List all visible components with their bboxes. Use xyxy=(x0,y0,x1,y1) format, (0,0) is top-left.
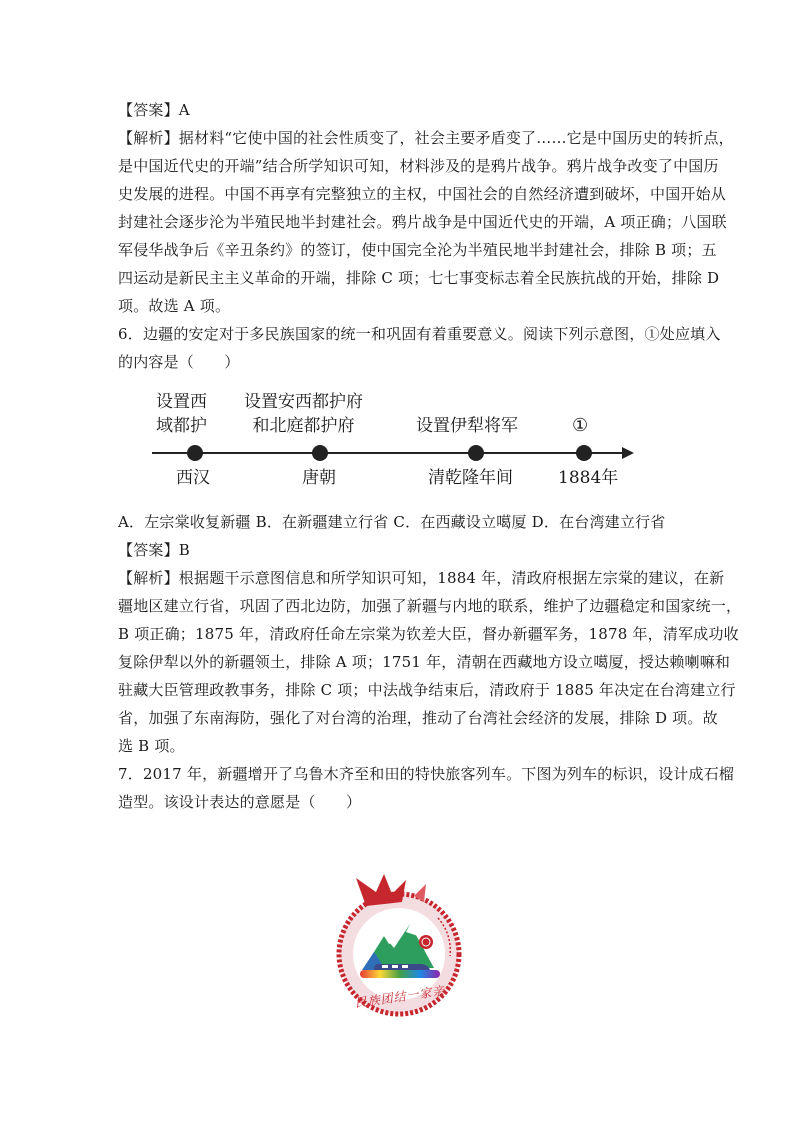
analysis-line: 驻藏大臣管理政教事务，排除 C 项；中法战争结束后，清政府于 1885 年决定在台湾建立行 xyxy=(118,681,736,699)
timeline-arrow-icon xyxy=(622,447,634,459)
analysis-line: 疆地区建立行省，巩固了西北边防，加强了新疆与内地的联系，维护了边疆稳定和国家统一， xyxy=(118,597,742,615)
analysis-line: B 项正确；1875 年，清政府任命左宗棠为钦差大臣，督办新疆军务，1878 年，清军成功收 xyxy=(118,625,739,643)
timeline-point xyxy=(312,445,328,461)
timeline-event-label-line: 设置安西都护府 xyxy=(244,392,363,412)
timeline-event-label-line: 和北庭都护府 xyxy=(252,416,355,436)
history-timeline xyxy=(152,386,672,504)
timeline-era-label: 清乾隆年间 xyxy=(428,468,513,488)
timeline-event-label-line: 设置西 xyxy=(156,392,207,412)
timeline-axis xyxy=(152,452,624,454)
timeline-event-3-label xyxy=(416,414,518,438)
pomegranate-train-logo xyxy=(326,872,472,1018)
analysis-line: 选 B 项。 xyxy=(118,737,185,755)
question-7-stem-line: 造型。该设计表达的意愿是（ ） xyxy=(118,793,362,811)
timeline-era-label: 西汉 xyxy=(176,468,210,488)
timeline-event-1-label xyxy=(156,390,207,438)
answer-label-2: 【答案】B xyxy=(118,541,191,559)
timeline-event-2-label xyxy=(244,390,363,438)
timeline-point xyxy=(468,445,484,461)
question-6-options: A．左宗棠收复新疆 B．在新疆建立行省 C．在西藏设立噶厦 D．在台湾建立行省 xyxy=(118,513,666,531)
analysis-line: 军侵华战争后《辛丑条约》的签订，使中国完全沦为半殖民地半封建社会，排除 B 项；五 xyxy=(118,241,717,259)
analysis-block-2 xyxy=(118,564,742,760)
question-7-stem-line: 7．2017 年，新疆增开了乌鲁木齐至和田的特快旅客列车。下图为列车的标识，设计成石榴 xyxy=(118,765,735,783)
timeline-event-label-line: 设置伊犁将军 xyxy=(416,416,518,436)
timeline-point xyxy=(187,445,203,461)
analysis-line: 复除伊犁以外的新疆领土，排除 A 项；1751 年，清朝在西藏地方设立噶厦，授达赖喇嘛和 xyxy=(118,653,731,671)
timeline-event-label-line: 域都护 xyxy=(156,416,207,436)
analysis-line: 四运动是新民主主义革命的开端，排除 C 项；七七事变标志着全民族抗战的开始，排除 D xyxy=(118,269,720,287)
question-6-stem-line: 的内容是（ ） xyxy=(118,353,240,371)
timeline-event-4-label xyxy=(572,414,588,438)
question-6 xyxy=(118,320,721,536)
document-page xyxy=(118,96,742,816)
analysis-line: 【解析】据材料“它使中国的社会性质变了，社会主要矛盾变了……它是中国历史的转折点， xyxy=(118,129,734,147)
analysis-line: 是中国近代史的开端”结合所学知识可知，材料涉及的是鸦片战争。鸦片战争改变了中国历 xyxy=(118,157,719,175)
question-6-stem-line: 6．边疆的安定对于多民族国家的统一和巩固有着重要意义。阅读下列示意图，①处应填入 xyxy=(118,325,721,343)
analysis-line: 史发展的进程。中国不再享有完整独立的主权，中国社会的自然经济遭到破坏，中国开始从 xyxy=(118,185,727,203)
logo-caption: 民族团结一家亲 xyxy=(354,983,447,1011)
timeline-era-label: 1884年 xyxy=(558,468,619,488)
analysis-line: 封建社会逐步沦为半殖民地半封建社会。鸦片战争是中国近代史的开端，A 项正确；八国联 xyxy=(118,213,727,231)
timeline-point xyxy=(576,445,592,461)
analysis-line: 省，加强了东南海防，强化了对台湾的治理，推动了台湾社会经济的发展，排除 D 项。故 xyxy=(118,709,718,727)
analysis-line: 项。故选 A 项。 xyxy=(118,297,231,315)
analysis-line: 【解析】根据题干示意图信息和所学知识可知，1884 年，清政府根据左宗棠的建议，在新 xyxy=(118,569,725,587)
answer-label-1: 【答案】A xyxy=(118,101,190,119)
timeline-event-label-line: ① xyxy=(572,415,589,436)
timeline-era-label: 唐朝 xyxy=(302,468,336,488)
question-7 xyxy=(118,760,735,816)
analysis-block-1 xyxy=(118,124,734,320)
